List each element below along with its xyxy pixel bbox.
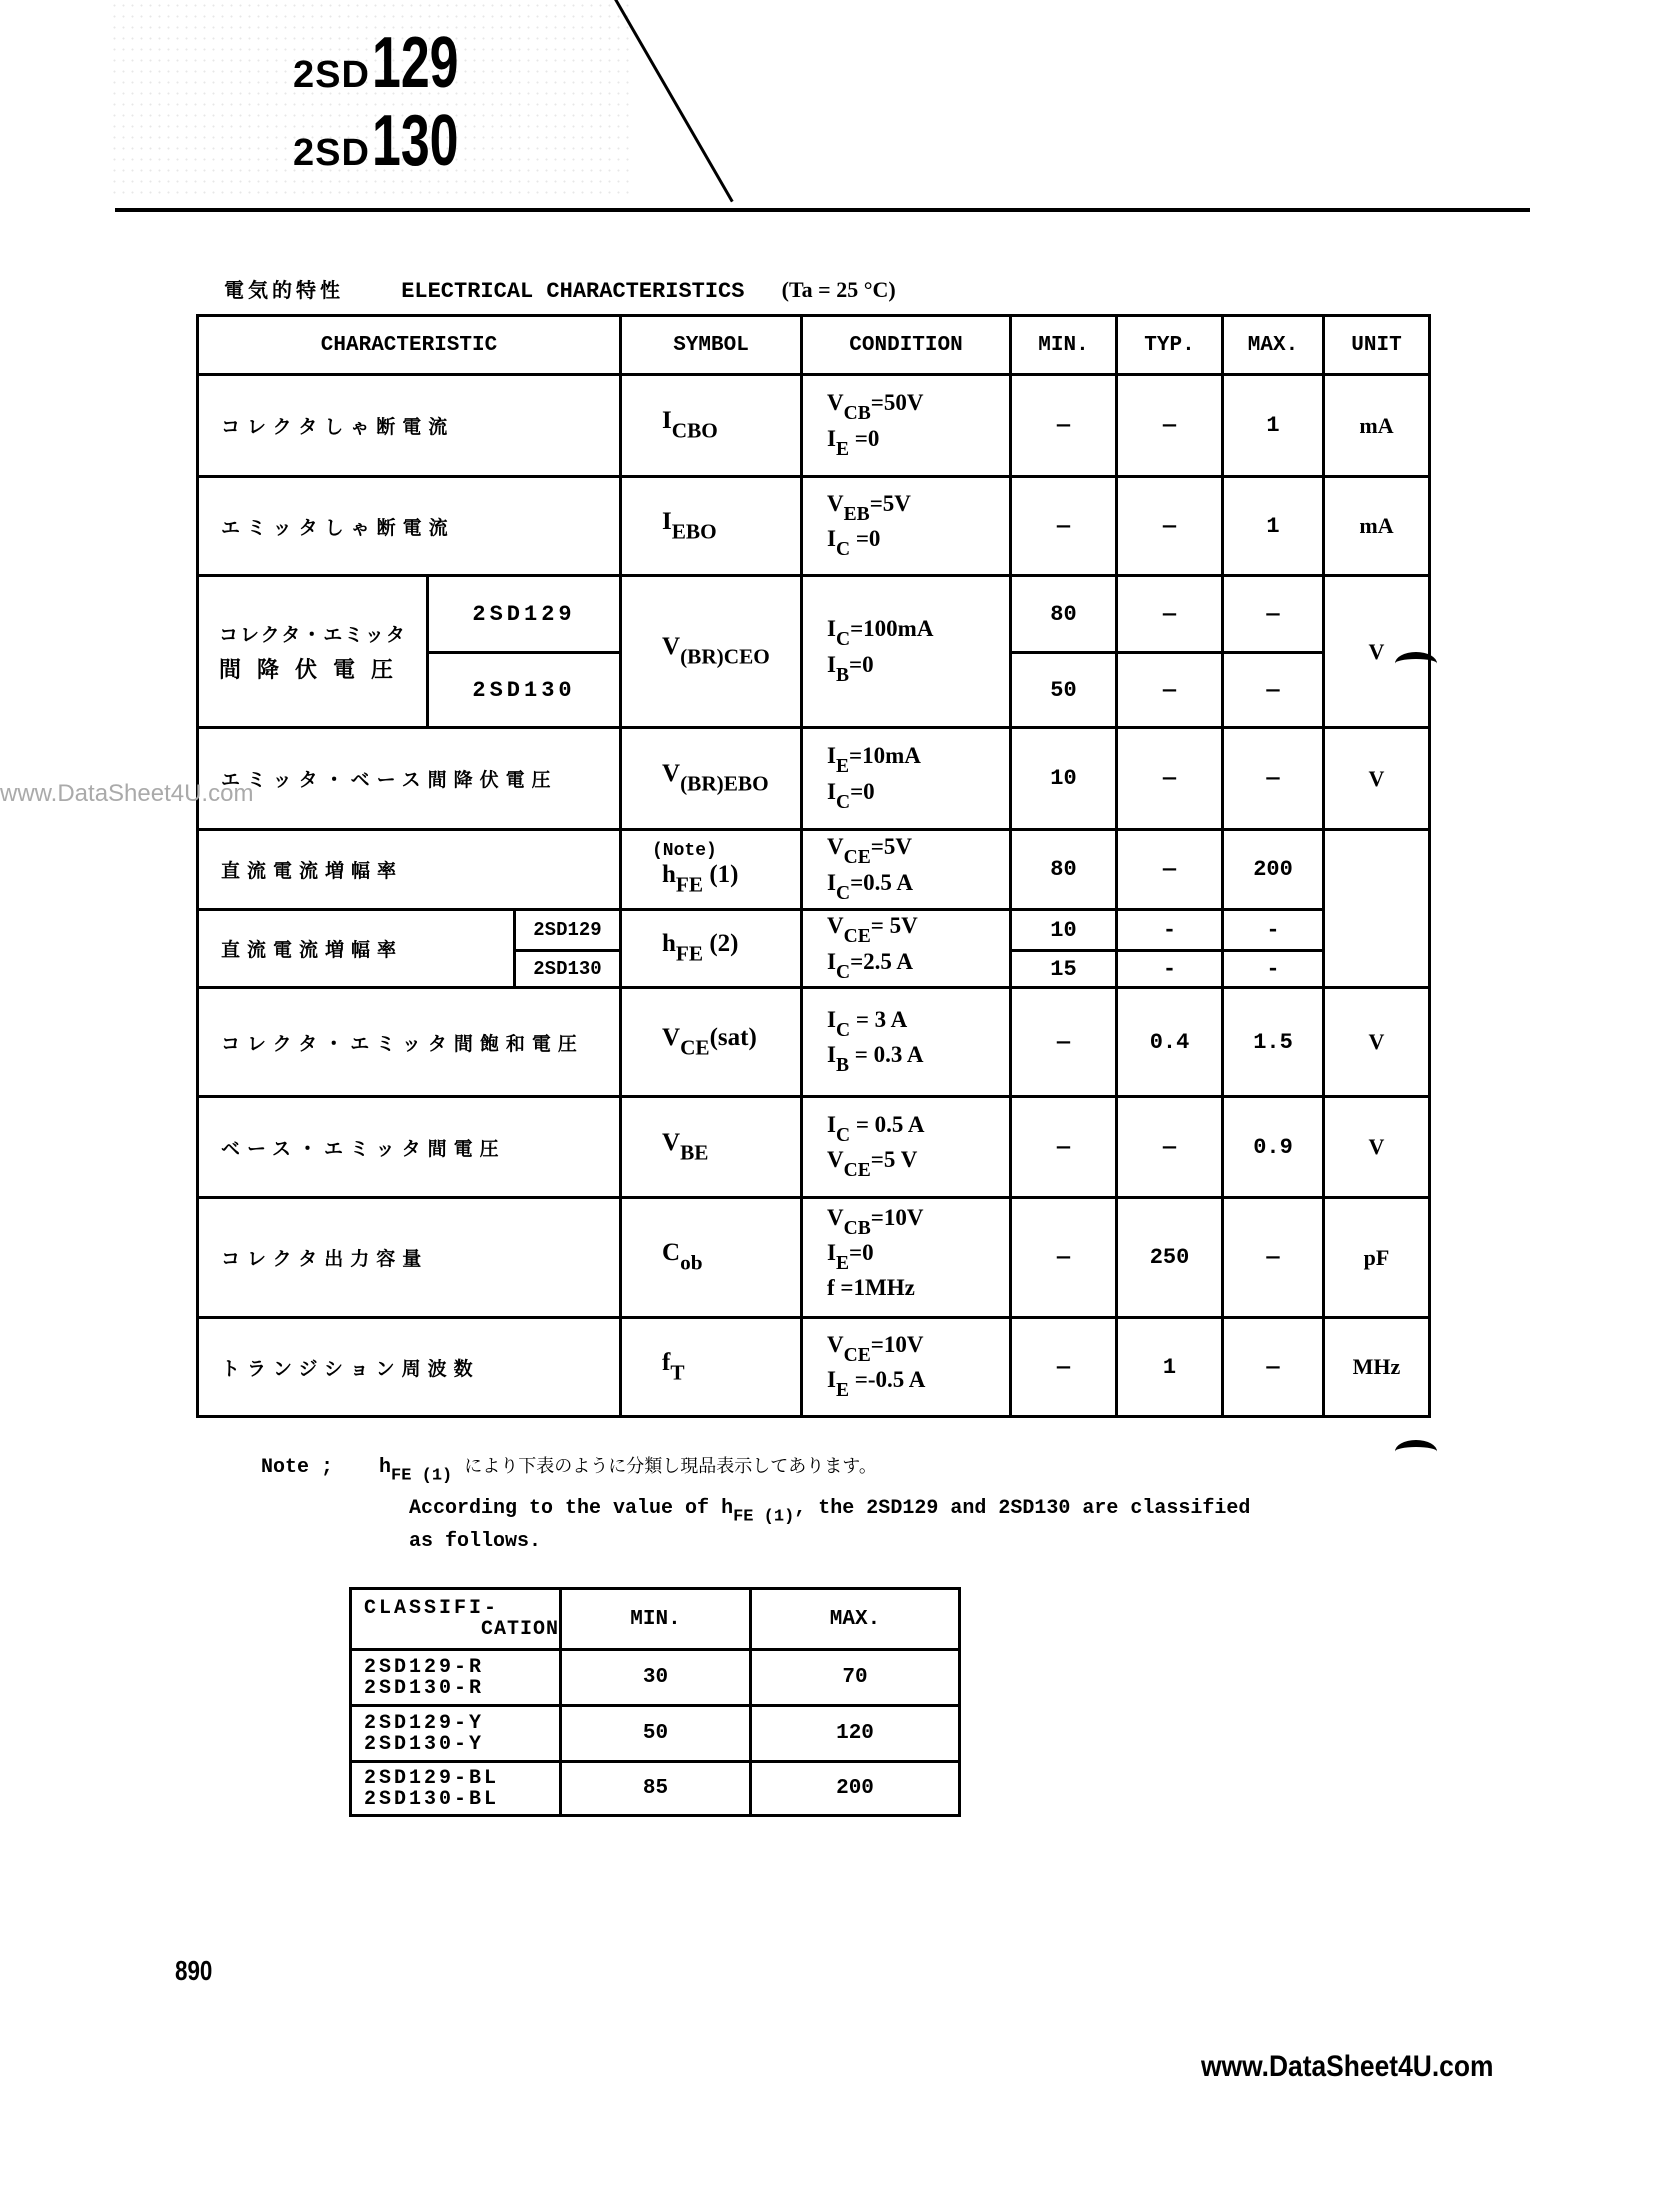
- symbol-subscript: E: [835, 756, 849, 778]
- symbol-suffix: (1): [703, 861, 739, 889]
- min-value: 10: [1011, 910, 1117, 951]
- table-row: [198, 1318, 1430, 1417]
- symbol-main: I: [827, 1111, 836, 1137]
- typ-value: —: [1117, 728, 1223, 830]
- symbol-cell: [621, 1097, 802, 1198]
- min-value: 15: [1011, 951, 1117, 988]
- condition-cell: [802, 576, 1011, 728]
- column-header-max: MAX.: [1223, 316, 1324, 375]
- symbol-suffix: (sat): [709, 1023, 757, 1051]
- condition-line: [827, 1112, 1009, 1147]
- part-number-2sd129: 2SD129: [293, 23, 459, 103]
- typ-value: —: [1117, 830, 1223, 910]
- max-value: —: [1223, 653, 1324, 728]
- section-title-jp: 電気的特性: [224, 278, 344, 302]
- condition-line: [827, 1205, 1009, 1240]
- unit-value: pF: [1324, 1198, 1430, 1318]
- unit-value: V: [1324, 728, 1430, 830]
- max-value: —: [1223, 576, 1324, 653]
- scan-mark: [1395, 652, 1437, 675]
- classification-name-line: 2SD130-Y: [364, 1732, 485, 1756]
- symbol-main: I: [827, 1006, 836, 1032]
- max-value: 1: [1223, 375, 1324, 477]
- condition-cell: [802, 728, 1011, 830]
- characteristic-label-line: コレクタ・エミッタ: [219, 623, 407, 646]
- unit-value: [1324, 830, 1430, 988]
- symbol-subscript: E: [835, 1379, 849, 1401]
- symbol-suffix: =0: [848, 1239, 874, 1265]
- section-title: [224, 274, 896, 304]
- symbol-main: V: [827, 390, 844, 416]
- classification-header-row: [351, 1589, 960, 1650]
- condition-cell: [802, 1097, 1011, 1198]
- classification-name-line: 2SD129-Y: [364, 1711, 485, 1735]
- symbol-suffix: = 5V: [870, 913, 918, 939]
- min-value: —: [1011, 477, 1117, 576]
- symbol-subscript: T: [670, 1360, 685, 1385]
- symbol-suffix: =1MHz: [834, 1275, 915, 1301]
- symbol-subscript: C: [835, 791, 851, 813]
- symbol-suffix: =5V: [869, 490, 911, 516]
- symbol-main: I: [827, 526, 836, 551]
- scan-mark: [1395, 1440, 1437, 1463]
- min-value: —: [1011, 375, 1117, 477]
- typ-value: 0.4: [1117, 988, 1223, 1097]
- condition-cell: [802, 1318, 1011, 1417]
- symbol-subscript: FE: [675, 941, 704, 966]
- section-condition: (Ta = 25 °C): [781, 277, 896, 302]
- table-row: [198, 910, 1430, 951]
- symbol-main: I: [827, 651, 836, 677]
- symbol-main: I: [827, 425, 836, 451]
- symbol-suffix: = 3 A: [850, 1006, 908, 1032]
- condition-line: [827, 1147, 1009, 1182]
- symbol-suffix: =0: [850, 778, 875, 804]
- condition-cell: [802, 830, 1011, 910]
- classification-name: [351, 1762, 561, 1816]
- symbol-subscript: CBO: [671, 418, 718, 443]
- max-value: —: [1223, 1198, 1324, 1318]
- symbol-suffix: =0: [850, 526, 881, 551]
- classification-name: [351, 1650, 561, 1706]
- condition-line: [827, 616, 1009, 651]
- table-row: [198, 375, 1430, 477]
- symbol-subscript: B: [835, 664, 849, 686]
- symbol-subscript: EBO: [671, 519, 717, 544]
- note-label: Note ;: [261, 1456, 334, 1479]
- condition-cell: [802, 1198, 1011, 1318]
- symbol-subscript: C: [835, 629, 851, 651]
- max-value: 0.9: [1223, 1097, 1324, 1198]
- condition-line: [827, 526, 1009, 561]
- column-header-condition: CONDITION: [802, 316, 1011, 375]
- note-hfe: $h_{FE (1)}$: [379, 1456, 453, 1486]
- note-line-en: According to the value of $h_{FE (1)}$, the 2SD129 and 2SD130 are classified: [409, 1497, 1251, 1527]
- min-value: 30: [561, 1650, 751, 1706]
- symbol-main: h: [662, 930, 676, 958]
- symbol-main: V: [827, 834, 844, 860]
- max-value: 1: [1223, 477, 1324, 576]
- classification-name-line: 2SD130-BL: [364, 1787, 500, 1811]
- classification-row: [351, 1762, 960, 1816]
- table-row: [198, 576, 1430, 653]
- characteristic-label: トランジション周波数: [198, 1318, 621, 1417]
- min-value: —: [1011, 1198, 1117, 1318]
- condition-line: [827, 390, 1009, 425]
- symbol-main: f: [662, 1348, 671, 1376]
- characteristic-label: エミッタしゃ断電流: [198, 477, 621, 576]
- symbol-subscript: C: [835, 1019, 851, 1041]
- symbol-suffix: =50V: [870, 390, 924, 416]
- symbol-main: I: [827, 743, 836, 769]
- typ-value: 1: [1117, 1318, 1223, 1417]
- characteristic-label: エミッタ・ベース間降伏電圧: [198, 728, 621, 830]
- symbol-subscript: CE: [843, 926, 871, 948]
- symbol-main: I: [827, 616, 836, 642]
- symbol-subscript: C: [835, 961, 851, 983]
- condition-line: [827, 491, 1009, 526]
- symbol-subscript: FE: [675, 872, 704, 897]
- column-header-unit: UNIT: [1324, 316, 1430, 375]
- max-value: 200: [751, 1762, 960, 1816]
- characteristic-label: コレクタ出力容量: [198, 1198, 621, 1318]
- symbol-subscript: C: [835, 1124, 851, 1146]
- characteristic-label: [198, 576, 428, 728]
- condition-cell: [802, 477, 1011, 576]
- condition-line: [827, 743, 1009, 778]
- note-line-jp: [261, 1452, 877, 1486]
- condition-line: [827, 779, 1009, 814]
- model-label: 2SD130: [515, 951, 621, 988]
- characteristic-label: 直流電流増幅率: [198, 910, 515, 988]
- column-header-min: MIN.: [1011, 316, 1117, 375]
- unit-value: mA: [1324, 477, 1430, 576]
- condition-line: [827, 1367, 1009, 1402]
- symbol-subscript: (BR)CEO: [680, 644, 770, 669]
- min-value: 80: [1011, 576, 1117, 653]
- symbol-cell: [621, 830, 802, 910]
- symbol-main: I: [662, 507, 672, 535]
- symbol-subscript: CB: [843, 1217, 871, 1239]
- condition-line: [827, 870, 1009, 905]
- column-header-typ: TYP.: [1117, 316, 1223, 375]
- header-rule: [115, 208, 1530, 212]
- symbol-main: I: [827, 1239, 836, 1265]
- symbol-suffix: =100mA: [850, 616, 934, 642]
- condition-cell: [802, 910, 1011, 988]
- symbol-main: V: [827, 1204, 844, 1230]
- column-header-characteristic: CHARACTERISTIC: [198, 316, 621, 375]
- symbol-subscript: E: [835, 438, 849, 460]
- characteristic-label: 直流電流増幅率: [198, 830, 621, 910]
- symbol-main: V: [662, 1128, 681, 1156]
- typ-value: 250: [1117, 1198, 1223, 1318]
- unit-value: MHz: [1324, 1318, 1430, 1417]
- symbol-note: (Note): [652, 841, 717, 862]
- symbol-subscript: E: [835, 1252, 849, 1274]
- unit-value: mA: [1324, 375, 1430, 477]
- symbol-subscript: BE: [680, 1140, 709, 1165]
- max-value: -: [1223, 951, 1324, 988]
- symbol-cell: [621, 728, 802, 830]
- symbol-cell: [621, 910, 802, 988]
- watermark: www.DataSheet4U.com: [0, 780, 254, 807]
- symbol-main: h: [662, 861, 676, 889]
- min-value: 80: [1011, 830, 1117, 910]
- table-row: [198, 1198, 1430, 1318]
- symbol-subscript: C: [835, 882, 851, 904]
- header-line: CATION: [480, 1618, 559, 1641]
- column-header-max: MAX.: [751, 1589, 960, 1650]
- electrical-characteristics-table: [196, 314, 1431, 1418]
- symbol-subscript: CB: [843, 403, 871, 425]
- symbol-subscript: CE: [680, 1035, 710, 1060]
- symbol-suffix: = 0.5 A: [850, 1111, 925, 1137]
- table-row: [198, 728, 1430, 830]
- column-header-min: MIN.: [561, 1589, 751, 1650]
- max-value: -: [1223, 910, 1324, 951]
- symbol-main: I: [827, 948, 836, 974]
- typ-value: —: [1117, 1097, 1223, 1198]
- symbol-suffix: =10V: [870, 1331, 924, 1357]
- condition-line: [827, 652, 1009, 687]
- condition-line: [827, 1007, 1009, 1042]
- table-row: [198, 830, 1430, 910]
- typ-value: -: [1117, 951, 1223, 988]
- max-value: —: [1223, 1318, 1324, 1417]
- typ-value: —: [1117, 375, 1223, 477]
- condition-line: [827, 1042, 1009, 1077]
- condition-line: [827, 1240, 1009, 1275]
- condition-line: [827, 1332, 1009, 1367]
- typ-value: —: [1117, 576, 1223, 653]
- symbol-main: V: [662, 760, 681, 788]
- symbol-suffix: =0.5 A: [850, 869, 914, 895]
- symbol-cell: [621, 1318, 802, 1417]
- min-value: —: [1011, 1097, 1117, 1198]
- symbol-subscript: CE: [843, 1159, 871, 1181]
- symbol-suffix: =0: [848, 425, 880, 451]
- symbol-cell: [621, 375, 802, 477]
- max-value: 70: [751, 1650, 960, 1706]
- classification-row: [351, 1706, 960, 1762]
- symbol-cell: [621, 576, 802, 728]
- table-row: [198, 1097, 1430, 1198]
- header-diagonal-line: [613, 0, 734, 202]
- min-value: 10: [1011, 728, 1117, 830]
- condition-line: [827, 426, 1009, 461]
- symbol-subscript: CE: [843, 1344, 871, 1366]
- condition-line: [827, 834, 1009, 869]
- symbol-subscript: EB: [843, 503, 870, 525]
- classification-name: [351, 1706, 561, 1762]
- column-header-classification: [351, 1589, 561, 1650]
- symbol-suffix: =10V: [870, 1204, 924, 1230]
- symbol-main: I: [827, 778, 836, 804]
- symbol-subscript: C: [835, 538, 851, 560]
- condition-line: [827, 1275, 1009, 1310]
- symbol-subscript: CE: [843, 847, 871, 869]
- condition-line: [827, 949, 1009, 984]
- symbol-suffix: =10mA: [848, 743, 921, 769]
- symbol-main: V: [827, 1331, 844, 1357]
- symbol-main: I: [827, 1042, 836, 1067]
- header-line: CLASSIFI-: [364, 1597, 500, 1620]
- symbol-subscript: B: [835, 1054, 849, 1076]
- table-row: [198, 477, 1430, 576]
- part-number-2sd130: 2SD130: [293, 101, 459, 181]
- classification-row: [351, 1650, 960, 1706]
- characteristic-label: ベース・エミッタ間電圧: [198, 1097, 621, 1198]
- symbol-main: C: [662, 1239, 681, 1267]
- classification-name-line: 2SD129-R: [364, 1655, 485, 1679]
- max-value: 200: [1223, 830, 1324, 910]
- max-value: —: [1223, 728, 1324, 830]
- symbol-main: V: [662, 1023, 681, 1051]
- classification-name-line: 2SD129-BL: [364, 1766, 500, 1790]
- section-title-en: ELECTRICAL CHARACTERISTICS: [401, 279, 745, 304]
- symbol-main: I: [827, 869, 836, 895]
- symbol-suffix: =5 V: [870, 1147, 918, 1172]
- typ-value: —: [1117, 477, 1223, 576]
- symbol-main: V: [827, 913, 844, 939]
- symbol-main: V: [827, 1147, 844, 1172]
- symbol-suffix: = 0.3 A: [848, 1042, 924, 1067]
- symbol-main: I: [662, 407, 672, 435]
- note-line-en-2: as follows.: [409, 1530, 542, 1553]
- symbol-cell: [621, 477, 802, 576]
- model-label: 2SD129: [428, 576, 621, 653]
- characteristic-label: コレクタしゃ断電流: [198, 375, 621, 477]
- classification-table: [349, 1587, 961, 1817]
- symbol-main: V: [827, 490, 844, 516]
- note-jp-text: により下表のように分類し現品表示してあります。: [464, 1456, 877, 1477]
- table-row: [198, 316, 1430, 375]
- min-value: 50: [561, 1706, 751, 1762]
- column-header-symbol: SYMBOL: [621, 316, 802, 375]
- symbol-subscript: ob: [680, 1250, 703, 1275]
- condition-line: [827, 913, 1009, 948]
- typ-value: -: [1117, 910, 1223, 951]
- characteristic-label-line: 間降伏電圧: [219, 657, 410, 683]
- symbol-subscript: (BR)EBO: [680, 771, 769, 796]
- min-value: —: [1011, 1318, 1117, 1417]
- symbol-suffix: =2.5 A: [850, 948, 914, 974]
- classification-name-line: 2SD130-R: [364, 1676, 485, 1700]
- symbol-cell: [621, 1198, 802, 1318]
- symbol-suffix: =5V: [870, 834, 912, 860]
- condition-cell: [802, 988, 1011, 1097]
- footer-url[interactable]: www.DataSheet4U.com: [1201, 2050, 1494, 2083]
- min-value: —: [1011, 988, 1117, 1097]
- table-row: [198, 988, 1430, 1097]
- unit-value: V: [1324, 1097, 1430, 1198]
- condition-cell: [802, 375, 1011, 477]
- symbol-main: V: [662, 633, 681, 661]
- max-value: 120: [751, 1706, 960, 1762]
- unit-value: V: [1324, 988, 1430, 1097]
- typ-value: —: [1117, 653, 1223, 728]
- symbol-suffix: =-0.5 A: [848, 1367, 926, 1392]
- characteristic-label: コレクタ・エミッタ間飽和電圧: [198, 988, 621, 1097]
- max-value: 1.5: [1223, 988, 1324, 1097]
- symbol-suffix: (2): [703, 930, 739, 958]
- symbol-main: I: [827, 1367, 836, 1392]
- min-value: 50: [1011, 653, 1117, 728]
- page-number: 890: [175, 1955, 213, 1986]
- symbol-main: f: [827, 1275, 835, 1301]
- min-value: 85: [561, 1762, 751, 1816]
- model-label: 2SD129: [515, 910, 621, 951]
- symbol-suffix: =0: [848, 651, 874, 677]
- unit-value: V: [1324, 576, 1430, 728]
- symbol-cell: [621, 988, 802, 1097]
- model-label: 2SD130: [428, 653, 621, 728]
